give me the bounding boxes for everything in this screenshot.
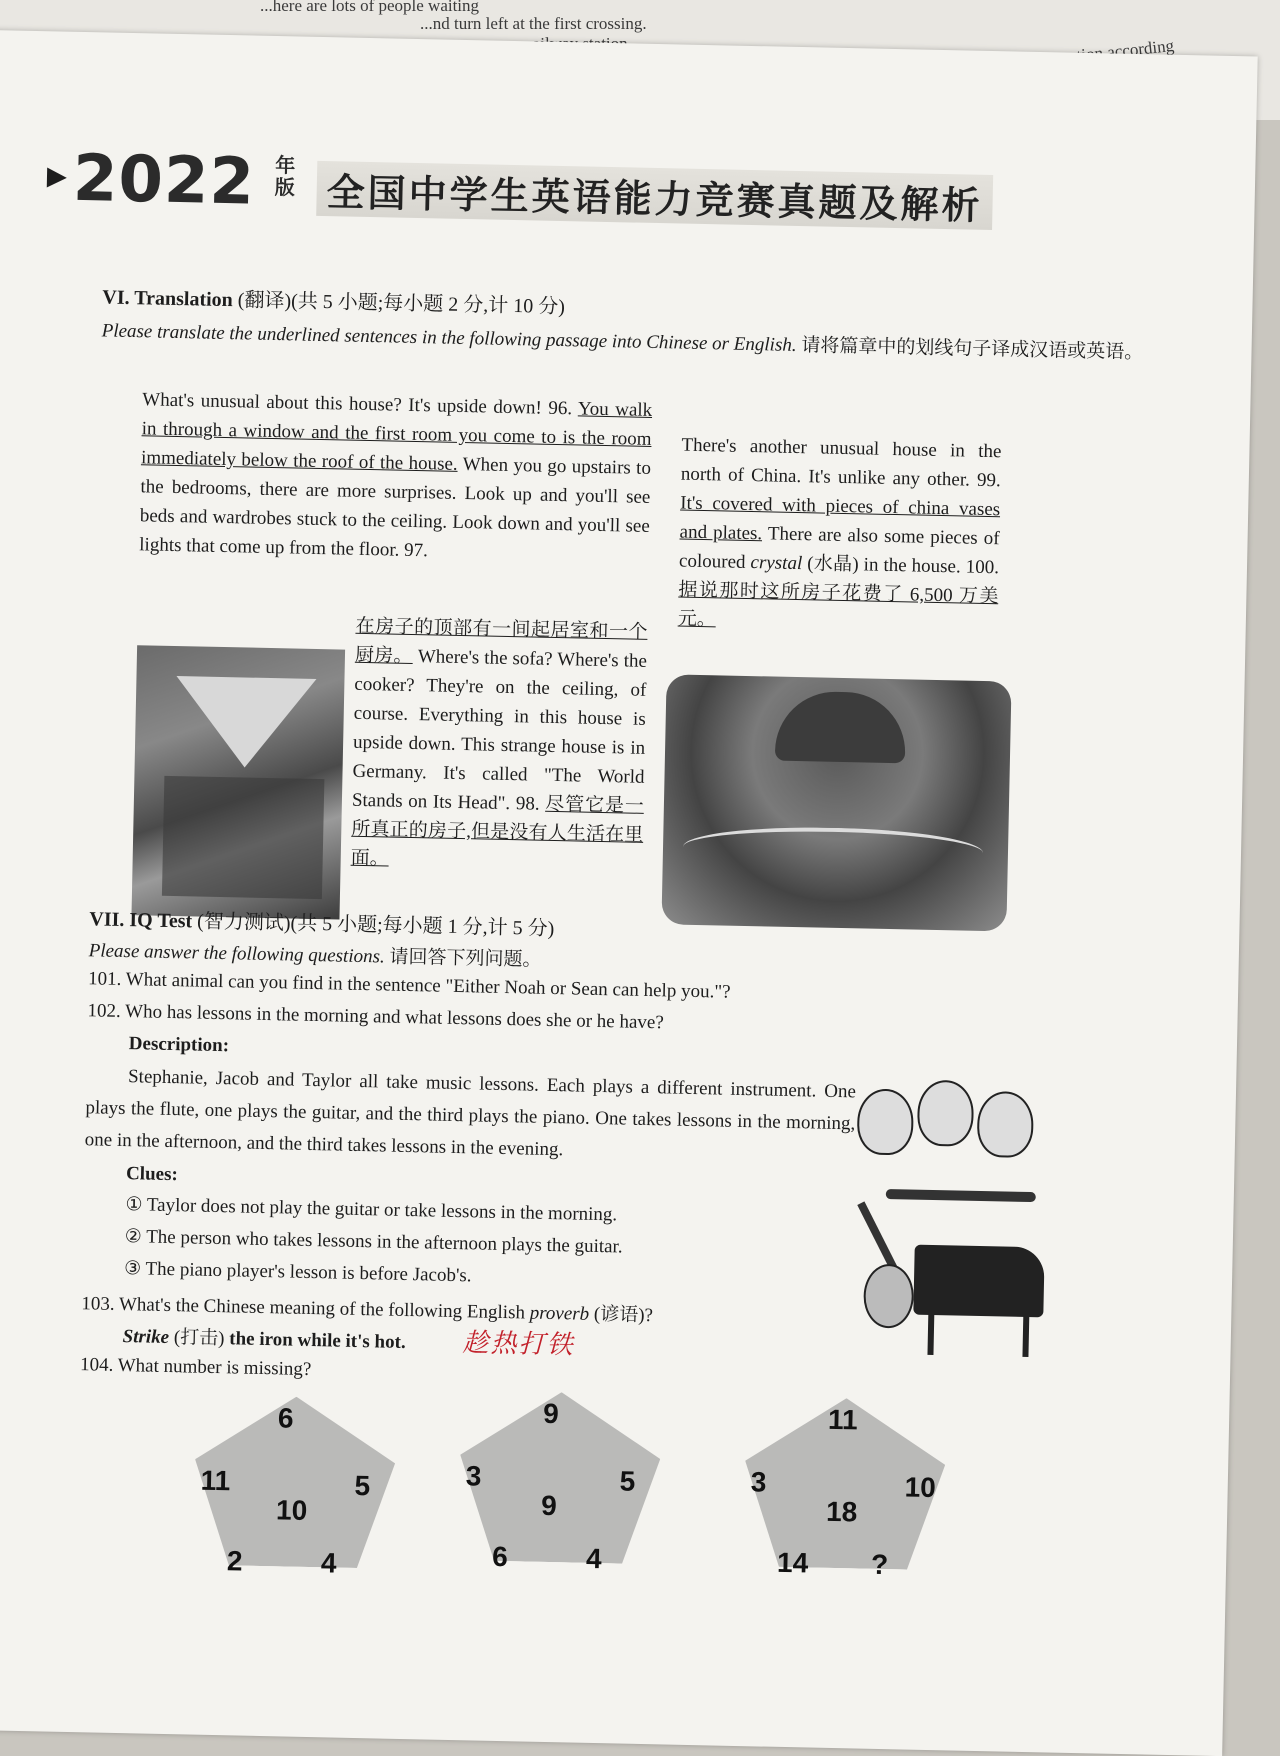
section-instruction [101, 315, 1143, 364]
clue-3: ③ The piano player's lesson is before Jacob's. [123, 1258, 472, 1287]
passage-text: (水晶) in the house. 100. [807, 553, 1000, 579]
clues-heading: Clues: [125, 1163, 179, 1186]
strike-cn: (打击) [173, 1327, 225, 1350]
pentagon-number-left: 11 [200, 1464, 231, 1497]
section-heading [89, 902, 555, 941]
piano-leg [927, 1305, 934, 1355]
pentagon-number-br: 4 [585, 1542, 603, 1575]
passage-text: What's unusual about this house? It's upside down! 96. [142, 389, 573, 420]
strike-word: Strike [122, 1326, 170, 1349]
proverb-word: proverb [529, 1302, 590, 1325]
flute-icon [886, 1189, 1036, 1202]
page-banner [46, 141, 1147, 244]
instruction-cn: 请回答下列问题。 [389, 946, 542, 971]
instruction-cn: 请将篇章中的划线句子译成汉语或英语。 [801, 335, 1144, 364]
description-text: Stephanie, Jacob and Taylor all take music lessons. Each plays a different instrument. One plays the flute, one plays the guitar, and the third plays the piano. One takes lessons in the morning, one in the afternoon, and the third takes lessons in the evening. [84, 1066, 857, 1161]
pentagon-number-top: 9 [542, 1397, 560, 1430]
pentagon-number-left: 3 [750, 1466, 767, 1498]
clue-2: ② The person who takes lessons in the afternoon plays the guitar. [124, 1226, 623, 1258]
question-104: 104. What number is missing? [79, 1354, 312, 1381]
guitar-icon [863, 1264, 914, 1329]
photo-shadow [162, 776, 324, 899]
pentagon-number-bl: 2 [226, 1545, 243, 1577]
passage-text: Where's the sofa? Where's the cooker? They're on the ceiling, of course. Everything in this house is upside down. This strange house is in Germany. It's called "The World Stands on Its Head". 98. [351, 646, 648, 815]
face-icon [917, 1080, 974, 1147]
pentagon-number-center: 18 [825, 1495, 858, 1528]
passage-text: There's another unusual house in the north of China. It's unlike any other. 99. [680, 434, 1002, 492]
description-heading: Description: [128, 1033, 230, 1057]
pentagon-number-bl: 14 [776, 1546, 809, 1579]
exam-page [0, 30, 1258, 1756]
q103-text: 103. What's the Chinese meaning of the following English [81, 1293, 526, 1324]
section-title: VI. Translation [102, 286, 234, 312]
underlined-sentence-98: 尽管它是一所真正的房子,但是没有人生活在里面。 [350, 793, 645, 870]
banner-year: 2022 [72, 141, 256, 220]
q103-cn: (谚语)? [593, 1303, 654, 1327]
underlined-sentence-99: It's covered with pieces of china vases and plates. [679, 492, 1001, 545]
pentagon-number-br: 4 [320, 1547, 337, 1579]
pentagon-number-right: 10 [904, 1471, 937, 1504]
upside-down-house-photo [131, 645, 345, 919]
passage-text: When you go upstairs to the bedrooms, there are more surprises. Look up and you'll see beds and wardrobes stuck to the ceiling. Look down and you'll see lights that come up from the floor. 97. [139, 453, 652, 562]
face-icon [977, 1091, 1034, 1158]
instruction-text: Please answer the following questions. [88, 940, 385, 968]
question-102: 102. Who has lessons in the morning and what lessons does she or he have? [87, 1000, 664, 1034]
section-points: (翻译)(共 5 小题;每小题 2 分,计 10 分) [237, 289, 566, 319]
passage-part-1 [139, 385, 653, 570]
piano-leg [1022, 1307, 1029, 1357]
face-icon [857, 1088, 914, 1155]
section-instruction [88, 935, 541, 971]
underlined-sentence-96: You walk in through a window and the first room you come to is the room immediately below the roof of the house. [140, 398, 653, 475]
banner-title: 全国中学生英语能力竞赛真题及解析 [316, 161, 993, 230]
arrow-icon: ▶ [46, 161, 68, 192]
underlined-sentence-97: 在房子的顶部有一间起居室和一个厨房。 [354, 615, 648, 667]
photo-dome [775, 691, 906, 764]
photo-roof-shape [175, 676, 317, 769]
crystal-word: crystal [750, 552, 803, 575]
section-title: VII. IQ Test [89, 908, 193, 933]
underlined-sentence-100: 据说那时这所房子花费了 6,500 万美元。 [677, 579, 999, 631]
china-house-photo [661, 674, 1011, 931]
handwritten-answer: 趁热打铁 [462, 1328, 575, 1361]
pentagon-number-right: 5 [619, 1465, 636, 1497]
pentagon-number-top: 11 [827, 1403, 859, 1436]
music-illustration [853, 1068, 1059, 1342]
proverb-rest: the iron while it's hot. [229, 1328, 406, 1353]
clue-1: ① Taylor does not play the guitar or take lessons in the morning. [125, 1194, 618, 1226]
passage-part-1b [350, 612, 647, 879]
passage-part-2 [678, 431, 1002, 641]
section-heading [102, 280, 565, 319]
proverb-line [122, 1321, 406, 1354]
under-text-line: ...here are lots of people waiting [260, 0, 480, 15]
question-101: 101. What animal can you find in the sentence "Either Noah or Sean can help you."? [87, 968, 731, 1003]
pentagon-number-top: 6 [277, 1402, 294, 1434]
pentagon-number-left: 3 [465, 1460, 482, 1492]
pentagon-number-right: 5 [354, 1469, 371, 1502]
photo-wave-wall [683, 825, 984, 875]
pentagon-number-center: 10 [275, 1494, 308, 1526]
pentagon-number-center: 9 [540, 1489, 558, 1522]
under-text-line: ...nd turn left at the first crossing. [420, 14, 647, 33]
pentagon-number-br: ? [870, 1548, 889, 1581]
banner-edition: 年版 [274, 153, 296, 200]
pentagon-number-bl: 6 [491, 1540, 509, 1573]
section-points: (智力测试)(共 5 小题;每小题 1 分,计 5 分) [196, 910, 555, 941]
instruction-text: Please translate the underlined sentences in the following passage into Chinese or English. [101, 320, 797, 356]
passage-text: There are also some pieces of coloured [678, 523, 1000, 573]
